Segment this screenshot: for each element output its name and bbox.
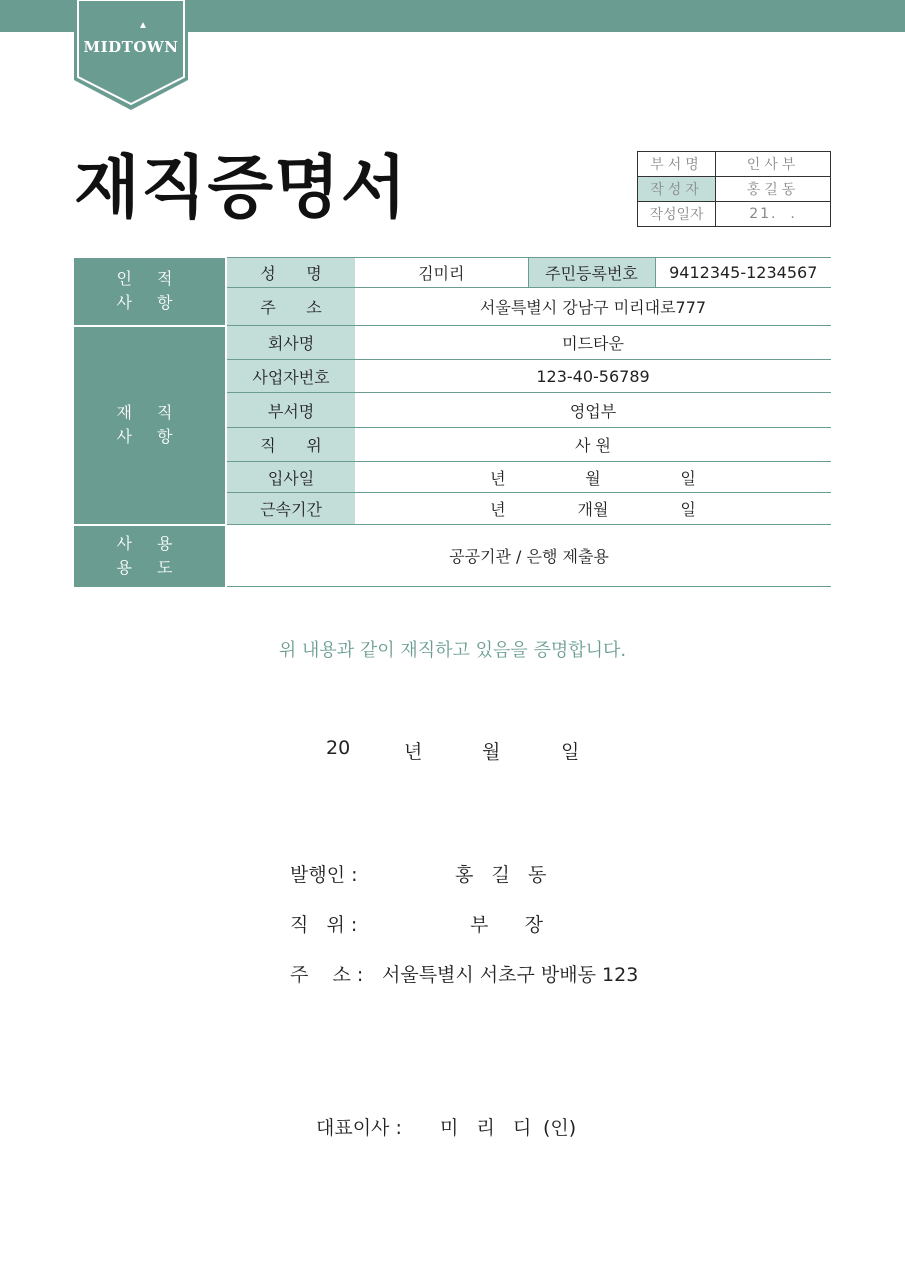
- ceo-seal: (인): [543, 1117, 577, 1139]
- section-purpose-line2: 용 도: [116, 557, 183, 577]
- address-label: 주 소: [226, 288, 355, 326]
- tenure-label: 근속기간: [226, 493, 355, 525]
- rrn-label: 주민등록번호: [528, 258, 655, 288]
- bizno-value: 123-40-56789: [355, 360, 831, 393]
- purpose-value: 공공기관 / 은행 제출용: [226, 525, 831, 587]
- tenure-day-unit: 일: [680, 500, 696, 519]
- section-personal-line2: 사 항: [116, 293, 183, 312]
- issuer-address-label: 주 소 :: [290, 964, 364, 986]
- issue-day-unit: 일: [561, 741, 580, 763]
- meta-dept-label: 부서명: [638, 152, 716, 177]
- ceo-label: 대표이사 :: [316, 1117, 402, 1139]
- section-personal-line1: 인 적: [116, 269, 183, 288]
- tenure-value: [355, 493, 831, 525]
- company-label: 회사명: [226, 326, 355, 360]
- join-date-label: 입사일: [226, 462, 355, 493]
- section-employment: [74, 326, 226, 525]
- meta-table: [637, 151, 831, 227]
- join-date-value: [355, 462, 831, 493]
- issue-year-prefix: 20: [326, 737, 351, 759]
- issuer-position-value: 부 장: [470, 914, 543, 936]
- join-year-unit: 년: [490, 468, 506, 488]
- meta-author-label: 작성자: [638, 177, 716, 202]
- tenure-month-unit: 개월: [577, 500, 609, 519]
- dept-value: 영업부: [355, 393, 831, 428]
- section-personal: [74, 258, 226, 326]
- section-employment-line2: 사 항: [116, 427, 183, 446]
- info-table: [74, 257, 831, 587]
- logo-text: MIDTOWN: [83, 38, 179, 56]
- company-value: 미드타운: [355, 326, 831, 360]
- certification-statement: 위 내용과 같이 재직하고 있음을 증명합니다.: [278, 640, 627, 661]
- issuer-position-label: 직 위 :: [290, 914, 358, 936]
- position-value: 사 원: [355, 428, 831, 462]
- name-label: 성 명: [226, 258, 355, 288]
- bizno-label: 사업자번호: [226, 360, 355, 393]
- tenure-year-unit: 년: [490, 500, 506, 519]
- address-value: 서울특별시 강남구 미리대로777: [355, 288, 831, 326]
- rrn-value: 9412345-1234567: [655, 258, 831, 288]
- section-purpose: [74, 525, 226, 587]
- issuer-address-value: 서울특별시 서초구 방배동 123: [382, 964, 639, 986]
- meta-dept-value: 인사부: [716, 152, 831, 177]
- meta-date-value: 21. .: [716, 202, 831, 227]
- issue-month-unit: 월: [482, 741, 501, 763]
- ceo-name: 미 리 디: [440, 1117, 532, 1139]
- meta-date-label: 작성일자: [638, 202, 716, 227]
- position-label: 직 위: [226, 428, 355, 462]
- issuer-label: 발행인 :: [290, 864, 358, 886]
- page-title: 재직증명서: [74, 149, 408, 228]
- join-month-unit: 월: [585, 468, 601, 488]
- name-value: 김미리: [355, 258, 528, 288]
- dept-label: 부서명: [226, 393, 355, 428]
- section-purpose-line1: 사 용: [116, 533, 183, 553]
- issuer-value: 홍 길 동: [455, 864, 547, 886]
- issue-year-unit: 년: [404, 741, 423, 763]
- section-employment-line1: 재 직: [116, 403, 183, 422]
- join-day-unit: 일: [680, 468, 696, 488]
- meta-author-value: 홍길동: [716, 177, 831, 202]
